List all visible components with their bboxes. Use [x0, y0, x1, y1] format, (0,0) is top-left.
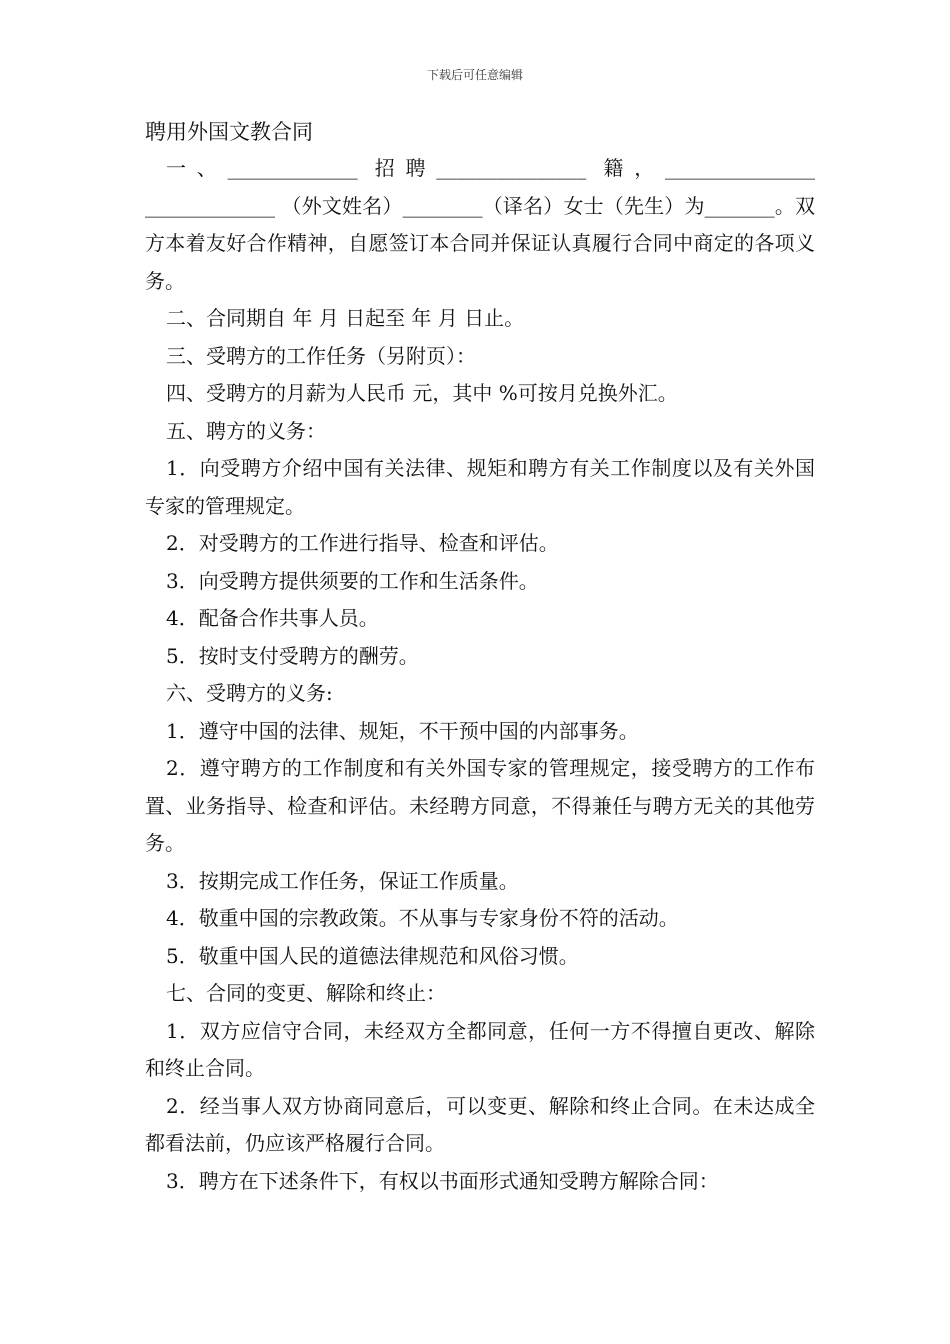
document-body	[145, 114, 822, 1200]
list-item: 3．向受聘方提供须要的工作和生活条件。	[166, 568, 539, 593]
page-header: 下载后可任意编辑	[426, 68, 523, 82]
list-item: 2．经当事人双方协商同意后，可以变更、解除和终止合同。在未达成全都看法前，仍应该严格履行合同。	[145, 1093, 815, 1155]
paragraph-intro: 一、_____________ 招聘_______________ 籍，_______________ _____________ （外文姓名）________（译名）女士（先生）为_______。双方本着友好合作精神，自愿签订本合同并保证认真履行合同中商定的各项义务。	[145, 156, 822, 293]
document-title: 聘用外国文教合同	[145, 120, 313, 144]
list-item: 1．向受聘方介绍中国有关法律、规矩和聘方有关工作制度以及有关外国专家的管理规定。	[145, 456, 815, 518]
list-item: 4．配备合作共事人员。	[166, 606, 379, 630]
list-item: 4．敬重中国的宗教政策。不从事与专家身份不符的活动。	[166, 906, 679, 930]
list-item: 5．敬重中国人民的道德法律规范和风俗习惯。	[166, 943, 579, 968]
paragraph-salary: 四、受聘方的月薪为人民币 元，其中 %可按月兑换外汇。	[166, 381, 678, 405]
paragraph-tasks: 三、受聘方的工作任务（另附页）：	[166, 343, 476, 368]
paragraph-term: 二、合同期自 年 月 日起至 年 月 日止。	[166, 306, 525, 330]
list-item: 2．对受聘方的工作进行指导、检查和评估。	[166, 531, 559, 555]
list-item: 2．遵守聘方的工作制度和有关外国专家的管理规定，接受聘方的工作布置、业务指导、检查和评估。未经聘方同意，不得兼任与聘方无关的其他劳务。	[145, 756, 815, 855]
list-item: 1．遵守中国的法律、规矩，不干预中国的内部事务。	[166, 718, 639, 743]
list-item: 3．聘方在下述条件下，有权以书面形式通知受聘方解除合同：	[166, 1168, 719, 1193]
list-item: 3．按期完成工作任务，保证工作质量。	[166, 868, 519, 893]
list-item: 5．按时支付受聘方的酬劳。	[166, 643, 419, 668]
list-item: 1．双方应信守合同，未经双方全都同意，任何一方不得擅自更改、解除和终止合同。	[145, 1018, 815, 1080]
section-heading-employee-duties: 六、受聘方的义务:	[166, 681, 333, 705]
section-heading-contract-changes: 七、合同的变更、解除和终止：	[166, 981, 446, 1005]
section-heading-employer-duties: 五、聘方的义务：	[166, 418, 326, 443]
